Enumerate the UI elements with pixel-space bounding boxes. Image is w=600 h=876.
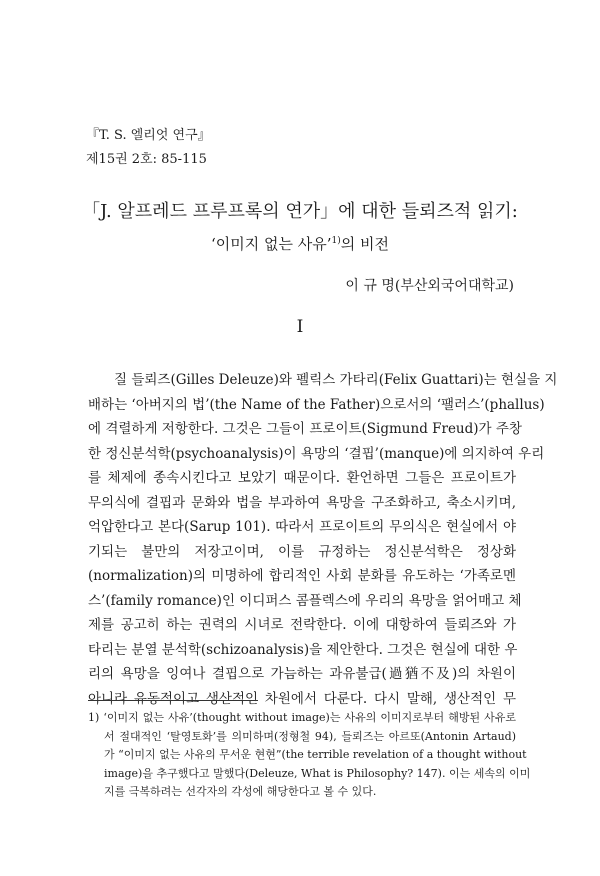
footnote-line: 지를 극복하려는 선각자의 각성에 해당한다고 볼 수 있다.: [104, 785, 377, 798]
subtitle-suffix: 의 비전: [340, 235, 389, 253]
body-line: 한 정신분석학(psychoanalysis)이 욕망의 ‘결핍’(manque)에 의지하여 우리: [88, 445, 545, 462]
body-line: 억압한다고 본다(Sarup 101). 따라서 프로이트의 무의식은 현실에서 야: [88, 519, 516, 535]
author-line: 이 규 명(부산외국어대학교): [345, 278, 514, 294]
body-line: 제를 공고히 하는 권력의 시녀로 전락한다. 이에 대항하여 들뢰즈와 가: [88, 617, 516, 633]
subtitle-text: ‘이미지 없는 사유’: [210, 235, 332, 253]
footnotes: [88, 709, 531, 802]
body-line: 타리는 분열 분석학(schizoanalysis)을 제안한다. 그것은 현실에 대한 우: [88, 641, 518, 658]
footnote-line: 1) ‘이미지 없는 사유’(thought without image)는 사유의 이미지로부터 해방된 사유로: [88, 711, 516, 724]
body-line: 질 들뢰즈(Gilles Deleuze)와 펠릭스 가타리(Felix Guattari)는 현실을 지: [114, 372, 558, 388]
footnote-line: 가 “이미지 없는 사유의 무서운 현현”(the terrible revelation of a thought without: [104, 748, 527, 761]
footnote-ref: 1): [331, 236, 341, 246]
body-text: [88, 368, 558, 711]
body-line: 를 체제에 종속시킨다고 보았기 때문이다. 환언하면 그들은 프로이트가: [88, 470, 516, 486]
article-title: 「J. 알프레드 프루프록의 연가」에 대한 들뢰즈적 읽기:: [82, 201, 518, 222]
body-line: 리의 욕망을 잉여나 결핍으로 가늠하는 과유불급(過猶不及)의 차원이: [88, 666, 516, 682]
body-line: 기되는 불만의 저장고이며, 이를 규정하는 정신분석학은 정상화: [88, 543, 516, 560]
footnote-line: 서 절대적인 ‘탈영토화’를 의미하며(정형철 94), 들뢰즈는 아르또(Antonin Artaud): [104, 729, 516, 743]
article-subtitle: [40, 233, 560, 254]
body-line: (normalization)의 미명하에 합리적인 사회 분화를 유도하는 ‘가족로멘: [88, 568, 516, 584]
journal-volume: 제15권 2호: 85-115: [86, 152, 207, 167]
body-line: 스’(family romance)인 이디퍼스 콤플렉스에 우리의 욕망을 얽어매고 체: [88, 592, 522, 609]
journal-info: [86, 124, 211, 172]
journal-name: 『T. S. 엘리엇 연구』: [86, 128, 211, 143]
footnote-divider: [88, 700, 258, 701]
footnote-line: image)을 추구했다고 말했다(Deleuze, What is Philosophy? 147). 이는 세속의 이미: [104, 766, 531, 780]
body-line: 배하는 ‘아버지의 법’(the Name of the Father)으로서의 ‘팰러스’(phallus): [88, 396, 545, 413]
section-heading: I: [296, 317, 304, 337]
body-line: 아니라 유동적이고 생산적인 차원에서 다룬다. 다시 말해, 생산적인 무: [88, 690, 516, 707]
body-line: 에 격렬하게 저항한다. 그것은 그들이 프로이트(Sigmund Freud)가 주창: [88, 421, 522, 437]
body-line: 무의식에 결핍과 문화와 법을 부과하여 욕망을 구조화하고, 축소시키며,: [88, 494, 516, 511]
